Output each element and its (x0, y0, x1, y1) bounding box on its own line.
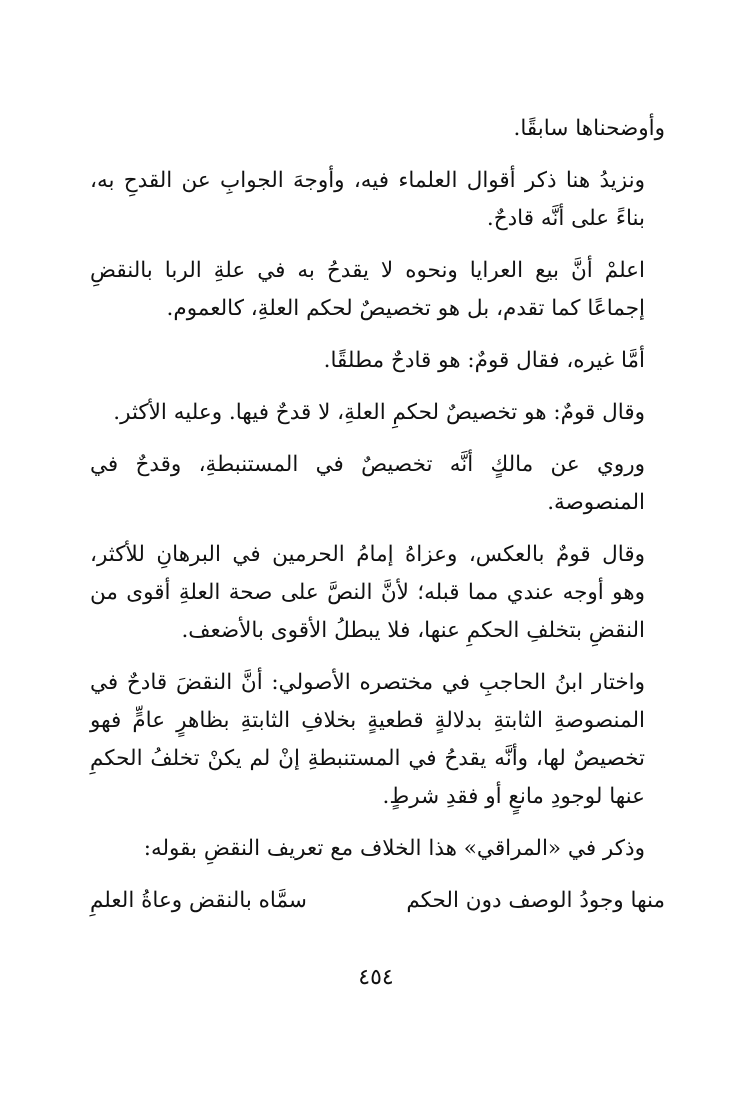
verse-second-hemistich: سمَّاه بالنقض وعاةُ العلمِ (90, 888, 307, 913)
poetry-verse (90, 882, 665, 920)
paragraph-2: ونزيدُ هنا ذكر أقوال العلماء فيه، وأوجهَ الجوابِ عن القدحِ به، بناءً على أنَّه قادحٌ. (90, 168, 645, 231)
paragraph-8: واختار ابنُ الحاجبِ في مختصره الأصولي: أنَّ النقضَ قادحٌ في المنصوصةِ الثابتةِ بدلالةٍ قطعيةٍ بخلافِ الثابتةِ بظاهرٍ عامٍّ فهو تخصيصٌ لها، وأنَّه يقدحُ في المستنبطةِ إنْ لم يكنْ تخلفُ الحكمِ عنها لوجودِ مانعٍ أو فقدِ شرطٍ. (90, 670, 645, 809)
paragraph-9: وذكر في «المراقي» هذا الخلاف مع تعريف النقضِ بقوله: (143, 836, 645, 861)
verse-first-hemistich: منها وجودُ الوصف دون الحكم (406, 888, 665, 913)
paragraph-4: أمَّا غيره، فقال قومٌ: هو قادحٌ مطلقًا. (323, 348, 645, 373)
paragraph-5: وقال قومٌ: هو تخصيصٌ لحكمِ العلةِ، لا قدحٌ فيها. وعليه الأكثر. (113, 400, 645, 425)
page-number: ٤٥٤ (358, 965, 394, 990)
paragraph-6: وروي عن مالكٍ أنَّه تخصيصٌ في المستنبطةِ، وقدحٌ في المنصوصة. (90, 452, 645, 515)
paragraph-1: وأوضحناها سابقًا. (513, 116, 665, 141)
page-body (90, 110, 665, 920)
paragraph-7: وقال قومٌ بالعكس، وعزاهُ إمامُ الحرمين في البرهانِ للأكثر، وهو أوجه عندي مما قبله؛ لأنَّ النصَّ على صحة العلةِ أقوى من النقضِ بتخلفِ الحكمِ عنها، فلا يبطلُ الأقوى بالأضعف. (90, 542, 645, 643)
paragraph-3: اعلمْ أنَّ بيع العرايا ونحوه لا يقدحُ به في علةِ الربا بالنقضِ إجماعًا كما تقدم، بل هو تخصيصٌ لحكم العلةِ، كالعموم. (90, 258, 645, 321)
